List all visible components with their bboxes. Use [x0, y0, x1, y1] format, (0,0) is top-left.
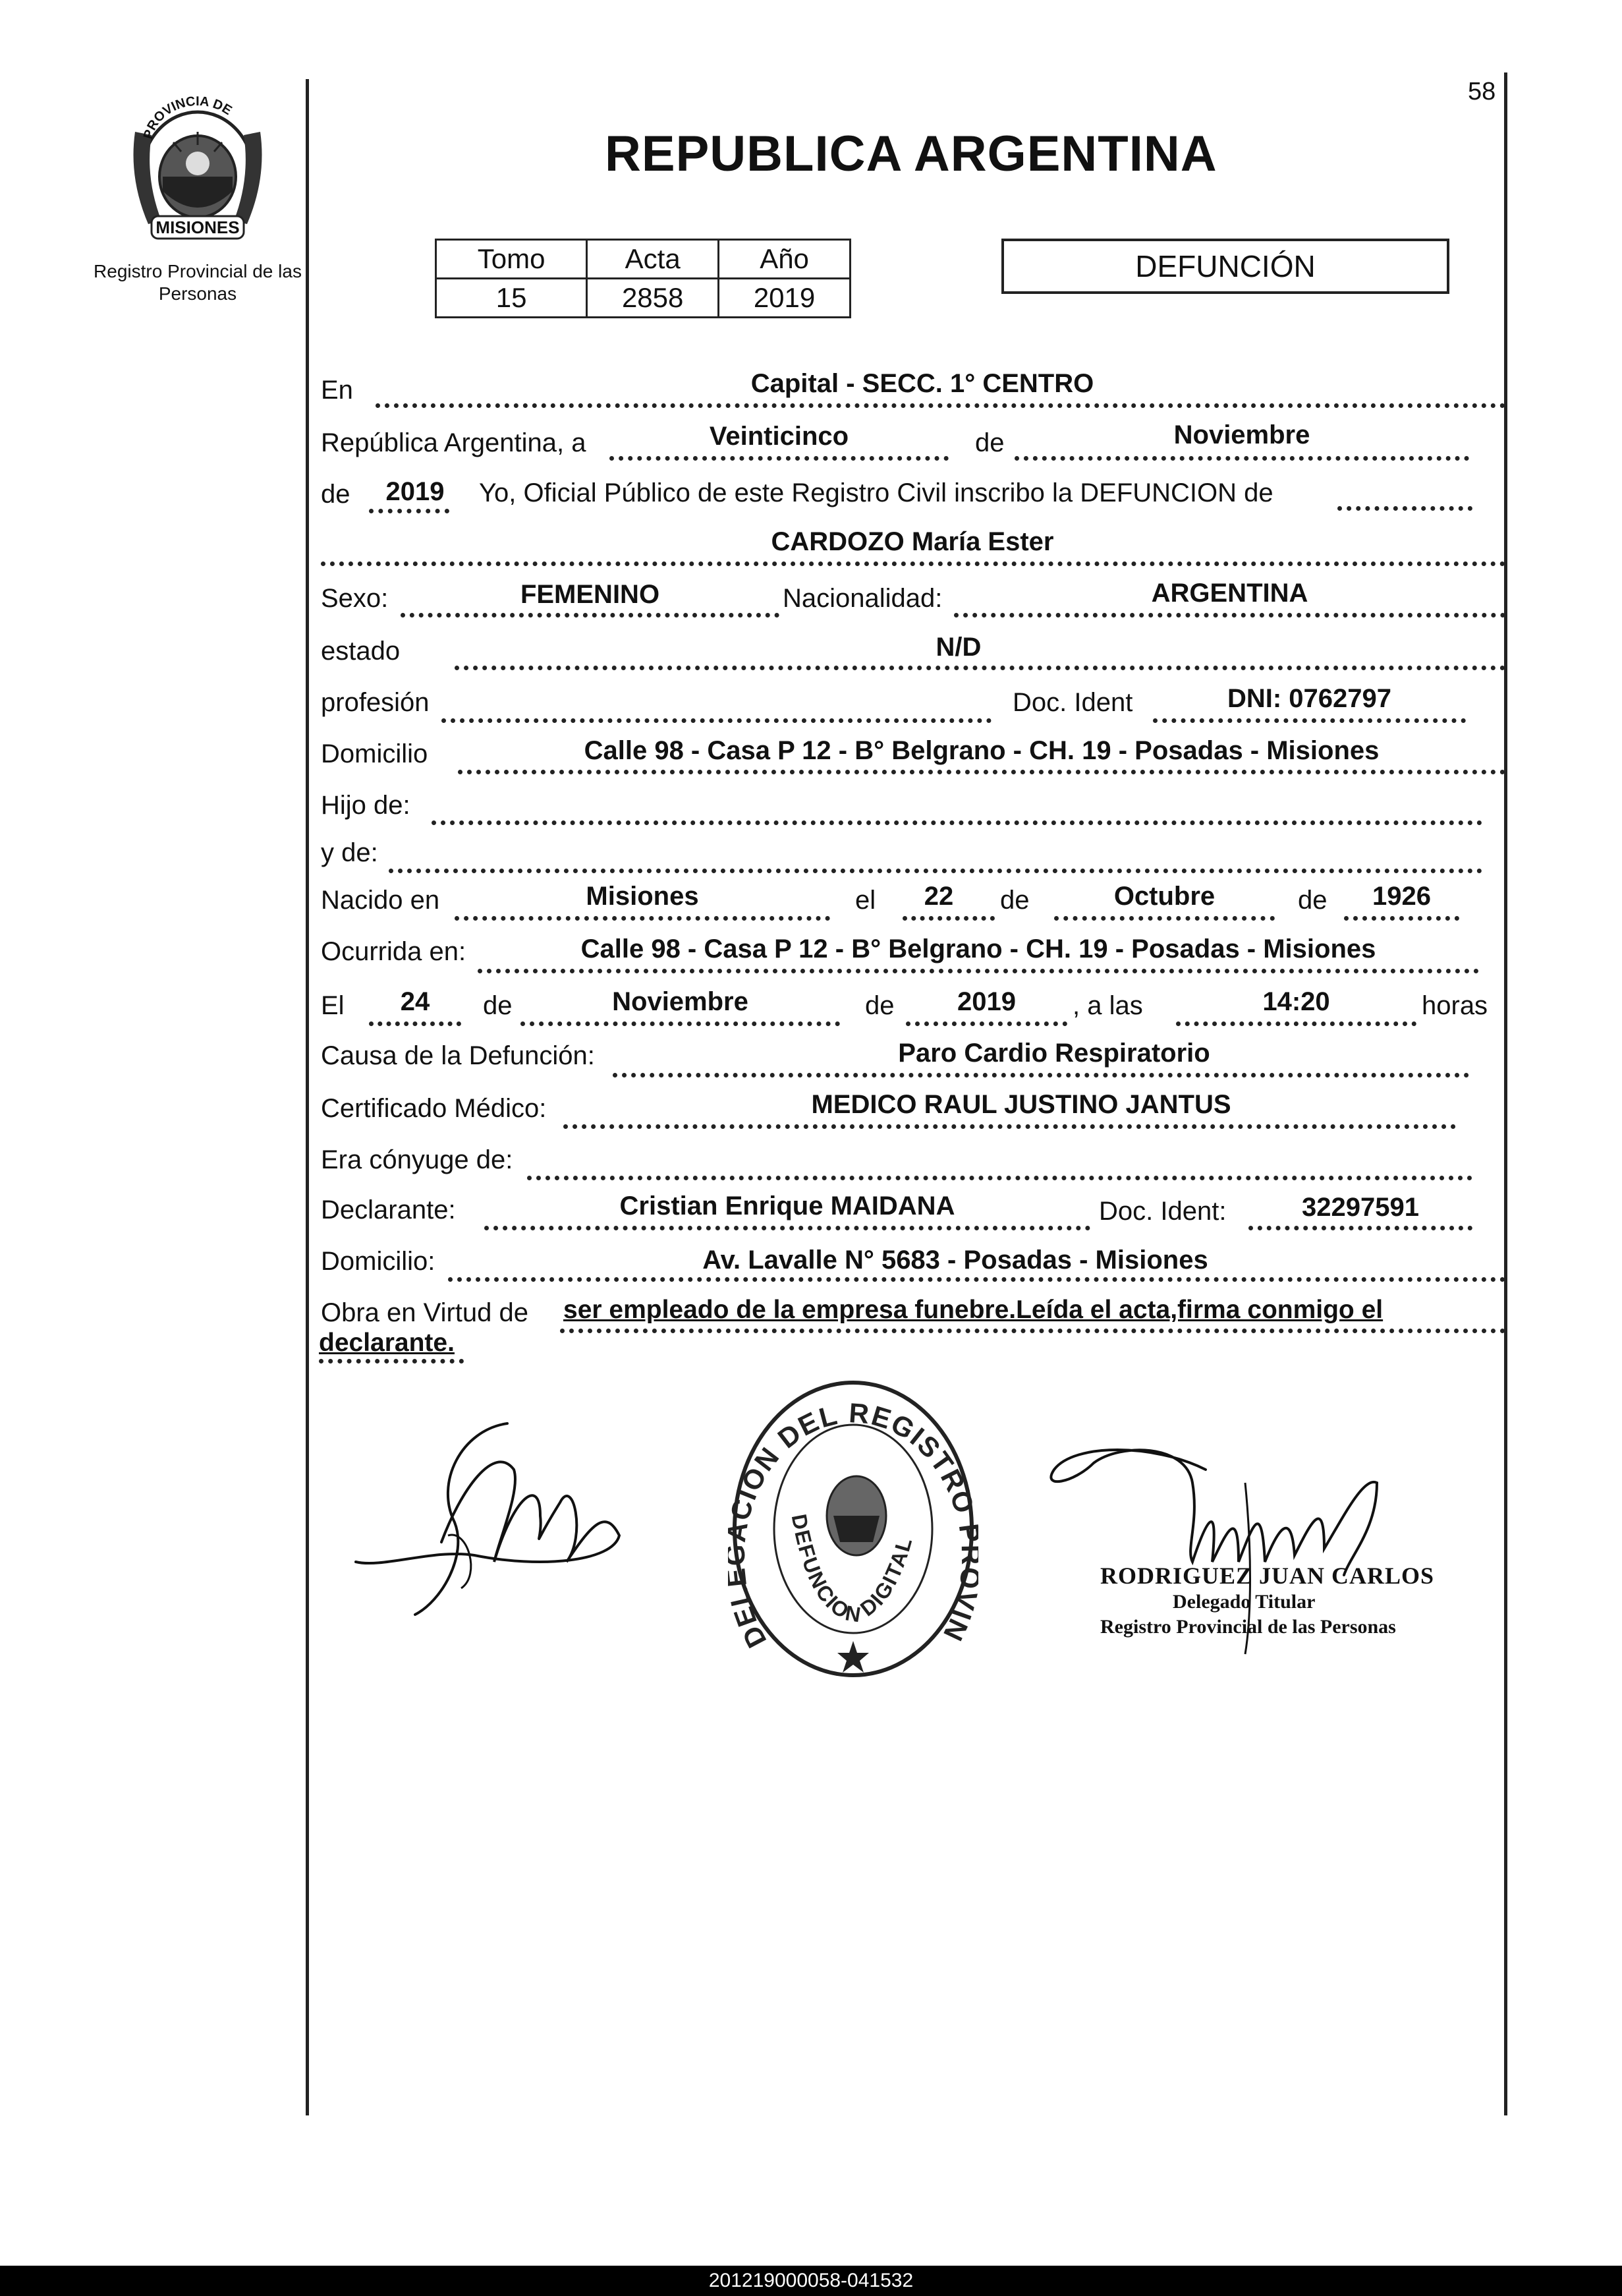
- label-el-1: el: [855, 886, 876, 915]
- doc-type-box: DEFUNCIÓN: [1001, 239, 1449, 294]
- right-margin-line: [1504, 72, 1507, 2115]
- field-nacido-lugar: Misiones: [586, 882, 699, 911]
- table-header-acta: Acta: [587, 240, 719, 279]
- registry-name: Registro Provincial de las Personas: [94, 261, 302, 304]
- dots-nacido-dia: [903, 916, 995, 921]
- record-table: [435, 239, 851, 318]
- label-estado: estado: [321, 637, 401, 666]
- declarant-signature: [343, 1404, 659, 1628]
- country-title: REPUBLICA ARGENTINA: [605, 126, 1217, 182]
- label-de-1: de: [975, 428, 1005, 457]
- label-domicilio: Domicilio: [321, 739, 428, 768]
- dots-fallec-dia: [369, 1021, 461, 1026]
- label-conyuge: Era cónyuge de:: [321, 1145, 513, 1174]
- label-declarante-doc: Doc. Ident:: [1099, 1197, 1227, 1226]
- dots-doc-ident: [1153, 718, 1466, 723]
- label-causa: Causa de la Defunción:: [321, 1041, 595, 1070]
- table-value-acta: 2858: [587, 279, 719, 318]
- label-en: En: [321, 376, 353, 405]
- footer-bar: [0, 2266, 1622, 2296]
- dots-dia: [609, 456, 949, 461]
- field-obra-virtud-1: ser empleado de la empresa funebre.Leída el acta,firma conmigo el: [563, 1296, 1384, 1324]
- field-nacido-dia: 22: [924, 882, 954, 911]
- label-certificado: Certificado Médico:: [321, 1094, 547, 1123]
- dots-nacido-lugar: [455, 916, 830, 921]
- seal-ring-text: DE ION DEL REGISTRO IN: [728, 1397, 978, 1653]
- field-dia-letras: Veinticinco: [709, 422, 849, 451]
- official-name: RODRIGUEZ JUAN CARLOS: [1100, 1563, 1435, 1589]
- dots-obra-1: [560, 1329, 1505, 1333]
- province-logo: [122, 92, 273, 247]
- dots-ocurrida: [478, 969, 1479, 973]
- dots-declarante-doc: [1248, 1226, 1472, 1230]
- dots-causa: [613, 1073, 1469, 1077]
- dots-nacido-mes: [1054, 916, 1275, 921]
- label-horas: horas: [1422, 991, 1488, 1020]
- label-declarante: Declarante:: [321, 1195, 456, 1224]
- label-a-las: , a las: [1073, 991, 1143, 1020]
- dots-declarante-domicilio: [448, 1277, 1505, 1282]
- dots-fallec-mes: [520, 1021, 840, 1026]
- coat-of-arms-icon: [122, 92, 273, 247]
- dots-sexo: [401, 613, 779, 617]
- official-registry: Registro Provincial de las Personas: [1100, 1616, 1396, 1638]
- field-declarante-doc: 32297591: [1302, 1193, 1419, 1222]
- logo-text-bottom: MISIONES: [155, 217, 240, 237]
- dots-lugar: [376, 403, 1505, 408]
- field-nombre: CARDOZO María Ester: [771, 527, 1054, 556]
- dots-profesion: [441, 718, 992, 723]
- label-republica: República Argentina, a: [321, 428, 586, 457]
- dots-hijo-de: [432, 820, 1482, 825]
- dots-hora: [1176, 1021, 1416, 1026]
- field-fallec-mes: Noviembre: [612, 987, 748, 1016]
- field-certificado: MEDICO RAUL JUSTINO JANTUS: [811, 1090, 1231, 1119]
- left-margin-line: [306, 79, 309, 2115]
- dots-nombre: [321, 561, 1505, 566]
- field-ocurrida-lugar: Calle 98 - Casa P 12 - B° Belgrano - CH. 19 - Posadas - Misiones: [580, 934, 1376, 963]
- seal-inner-text: DEFUNCION DIGITAL: [787, 1512, 917, 1627]
- dots-fallec-anio: [906, 1021, 1067, 1026]
- field-obra-virtud-2: declarante.: [319, 1329, 455, 1357]
- page-number: 58: [1468, 78, 1496, 105]
- label-sexo: Sexo:: [321, 584, 389, 613]
- table-header-anio: Año: [719, 240, 851, 279]
- label-obra-en: Obra en Virtud de: [321, 1298, 529, 1327]
- signature-scribble-icon: [343, 1404, 659, 1628]
- field-declarante: Cristian Enrique MAIDANA: [619, 1191, 955, 1220]
- dots-obra-2: [319, 1359, 464, 1363]
- dots-estado: [455, 666, 1505, 670]
- dots-y-de: [389, 869, 1482, 873]
- record-table-header-row: [436, 240, 851, 279]
- dots-declarante: [484, 1226, 1090, 1230]
- label-hijo-de: Hijo de:: [321, 791, 410, 820]
- field-doc-ident: DNI: 0762797: [1227, 684, 1392, 713]
- label-nacido-en: Nacido en: [321, 886, 440, 915]
- label-de-2: de: [321, 480, 350, 509]
- official-title: Delegado Titular: [1173, 1591, 1316, 1613]
- label-de-6: de: [865, 991, 895, 1020]
- table-value-tomo: 15: [436, 279, 587, 318]
- field-domicilio: Calle 98 - Casa P 12 - B° Belgrano - CH. 19 - Posadas - Misiones: [584, 736, 1380, 765]
- field-anio: 2019: [385, 477, 445, 506]
- field-estado: N/D: [936, 633, 982, 662]
- field-fallec-anio: 2019: [957, 987, 1016, 1016]
- label-nacionalidad: Nacionalidad:: [783, 584, 943, 613]
- label-de-4: de: [1298, 886, 1328, 915]
- label-el-2: El: [321, 991, 345, 1020]
- dots-anio: [369, 509, 449, 513]
- dots-domicilio: [458, 770, 1505, 774]
- field-nacido-anio: 1926: [1372, 882, 1431, 911]
- table-value-anio: 2019: [719, 279, 851, 318]
- field-nacido-mes: Octubre: [1113, 882, 1216, 911]
- dots-certificado: [563, 1124, 1456, 1129]
- field-fallec-dia: 24: [400, 987, 430, 1016]
- dots-nacionalidad: [954, 613, 1505, 617]
- logo-text-top: PROVINCIA DE: [140, 94, 235, 141]
- record-table-value-row: [436, 279, 851, 318]
- field-mes: Noviembre: [1173, 420, 1310, 449]
- field-hora: 14:20: [1262, 987, 1330, 1016]
- label-de-5: de: [483, 991, 513, 1020]
- label-de-3: de: [1000, 886, 1030, 915]
- dots-defuncion-de: [1337, 506, 1472, 511]
- field-causa: Paro Cardio Respiratorio: [898, 1039, 1210, 1068]
- label-doc-ident: Doc. Ident: [1013, 688, 1133, 717]
- label-profesion: profesión: [321, 688, 430, 717]
- dots-conyuge: [527, 1176, 1472, 1180]
- footer-code: 201219000058-041532: [708, 2270, 914, 2291]
- label-yo-oficial: Yo, Oficial Público de este Registro Civil inscribo la DEFUNCION de: [479, 478, 1273, 507]
- label-ocurrida-en: Ocurrida en:: [321, 937, 466, 966]
- label-y-de: y de:: [321, 838, 378, 867]
- dots-nacido-anio: [1344, 916, 1459, 921]
- field-sexo: FEMENINO: [520, 580, 660, 609]
- label-domicilio-2: Domicilio:: [321, 1247, 435, 1276]
- field-declarante-domicilio: Av. Lavalle N° 5683 - Posadas - Misiones: [702, 1246, 1208, 1275]
- dots-mes: [1015, 456, 1469, 461]
- field-nacionalidad: ARGENTINA: [1151, 579, 1308, 608]
- seal-stamp-icon: [728, 1377, 978, 1680]
- field-lugar: Capital - SECC. 1° CENTRO: [750, 369, 1094, 398]
- table-header-tomo: Tomo: [436, 240, 587, 279]
- registry-seal: [728, 1377, 978, 1680]
